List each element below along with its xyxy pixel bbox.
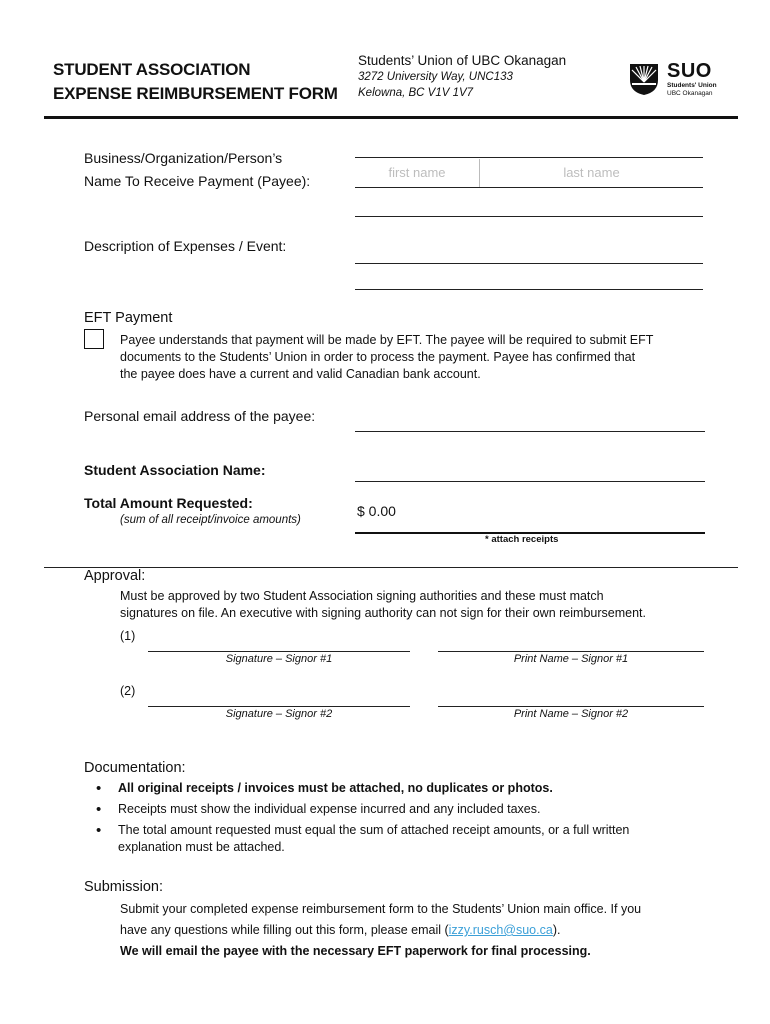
attach-receipts-note: * attach receipts: [485, 534, 559, 545]
org-name: Students’ Union of UBC Okanagan: [358, 53, 567, 68]
association-line[interactable]: [355, 481, 705, 482]
signor1-number: (1): [120, 629, 136, 643]
documentation-bullet3-line2: explanation must be attached.: [118, 840, 285, 854]
documentation-bullet2: Receipts must show the individual expense incurred and any included taxes.: [118, 802, 541, 816]
documentation-bullet3: [118, 822, 629, 856]
documentation-heading: Documentation:: [84, 760, 186, 776]
amount-value[interactable]: $ 0.00: [357, 503, 396, 519]
approval-heading: Approval:: [84, 568, 146, 584]
approval-divider: [44, 567, 738, 568]
address-line1: 3272 University Way, UNC133: [358, 71, 513, 83]
signor1-signature-line[interactable]: [148, 651, 410, 652]
eft-text-line2: documents to the Students’ Union in order to process the payment. Payee has confirmed that: [120, 350, 636, 364]
first-name-placeholder: first name: [388, 165, 446, 180]
email-line[interactable]: [355, 431, 705, 432]
payee-label-line2: [84, 170, 310, 193]
suo-logo-mark-icon: [629, 62, 659, 96]
submission-text-line2-post: ).: [552, 923, 561, 937]
eft-heading: EFT Payment: [84, 310, 173, 326]
description-line1[interactable]: [355, 263, 703, 264]
form-title: [53, 58, 338, 106]
approval-text-line1: Must be approved by two Student Association signing authorities and these must match: [120, 589, 604, 603]
suo-logo-sub2: UBC Okanagan: [667, 90, 713, 97]
eft-text: [120, 332, 653, 383]
signor2-print-line[interactable]: [438, 706, 704, 707]
submission-text: [120, 899, 641, 941]
signor1-print-line[interactable]: [438, 651, 704, 652]
address-line2: Kelowna, BC V1V 1V7: [358, 87, 474, 99]
description-label: Description of Expenses / Event:: [84, 238, 287, 254]
submission-text-line2: [120, 920, 641, 941]
bullet-dot-icon: •: [96, 801, 102, 818]
payee-label-line1: Business/Organization/Person’s: [84, 150, 283, 166]
bullet-dot-icon: •: [96, 822, 102, 839]
suo-logo-subtext: [667, 82, 717, 98]
form-title-line2: EXPENSE REIMBURSEMENT FORM: [53, 84, 338, 103]
documentation-bullet1: All original receipts / invoices must be attached, no duplicates or photos.: [118, 781, 553, 795]
submission-final-note: We will email the payee with the necessary EFT paperwork for final processing.: [120, 944, 591, 958]
eft-text-line1: Payee understands that payment will be made by EFT. The payee will be required to submit EFT: [120, 333, 654, 347]
suo-logo-text: SUO: [667, 60, 712, 82]
payee-label: [84, 147, 310, 193]
bullet-dot-icon: •: [96, 780, 102, 797]
contact-email-link[interactable]: izzy.rusch@suo.ca: [448, 923, 553, 937]
submission-text-line2-pre: have any questions while filling out this form, please email (: [120, 923, 449, 937]
suo-logo: [629, 62, 719, 102]
payee-name-bottom-rule: [355, 187, 703, 188]
signor1-print-caption: Print Name – Signor #1: [513, 653, 629, 665]
amount-label: Total Amount Requested:: [84, 495, 253, 511]
email-label: Personal email address of the payee:: [84, 408, 316, 424]
description-line2[interactable]: [355, 289, 703, 290]
submission-text-line1: Submit your completed expense reimbursement form to the Students’ Union main office. If you: [120, 902, 642, 916]
signor2-signature-line[interactable]: [148, 706, 410, 707]
documentation-bullet3-line1: The total amount requested must equal the sum of attached receipt amounts, or a full written: [118, 823, 630, 837]
header-divider: [44, 116, 738, 119]
suo-logo-sub1: Students' Union: [667, 82, 717, 89]
eft-text-line3: the payee does have a current and valid Canadian bank account.: [120, 367, 481, 381]
payee-label-suffix: (Payee):: [253, 173, 311, 189]
signor2-print-caption: Print Name – Signor #2: [513, 708, 629, 720]
payee-last-name-field[interactable]: [480, 158, 703, 187]
approval-text-line2: signatures on file. An executive with signing authority can not sign for their own reimbursement.: [120, 606, 646, 620]
signor2-signature-caption: Signature – Signor #2: [225, 708, 333, 720]
payee-label-main: Name To Receive Payment: [84, 173, 254, 189]
payee-extra-line[interactable]: [355, 216, 703, 217]
form-title-line1: STUDENT ASSOCIATION: [53, 60, 251, 79]
approval-text: [120, 588, 646, 622]
association-label: Student Association Name:: [84, 462, 266, 478]
signor1-signature-caption: Signature – Signor #1: [225, 653, 333, 665]
eft-checkbox[interactable]: [84, 329, 104, 349]
submission-heading: Submission:: [84, 879, 163, 895]
amount-note: (sum of all receipt/invoice amounts): [120, 514, 301, 526]
signor2-number: (2): [120, 684, 136, 698]
payee-first-name-field[interactable]: [355, 158, 479, 187]
last-name-placeholder: last name: [563, 165, 620, 180]
